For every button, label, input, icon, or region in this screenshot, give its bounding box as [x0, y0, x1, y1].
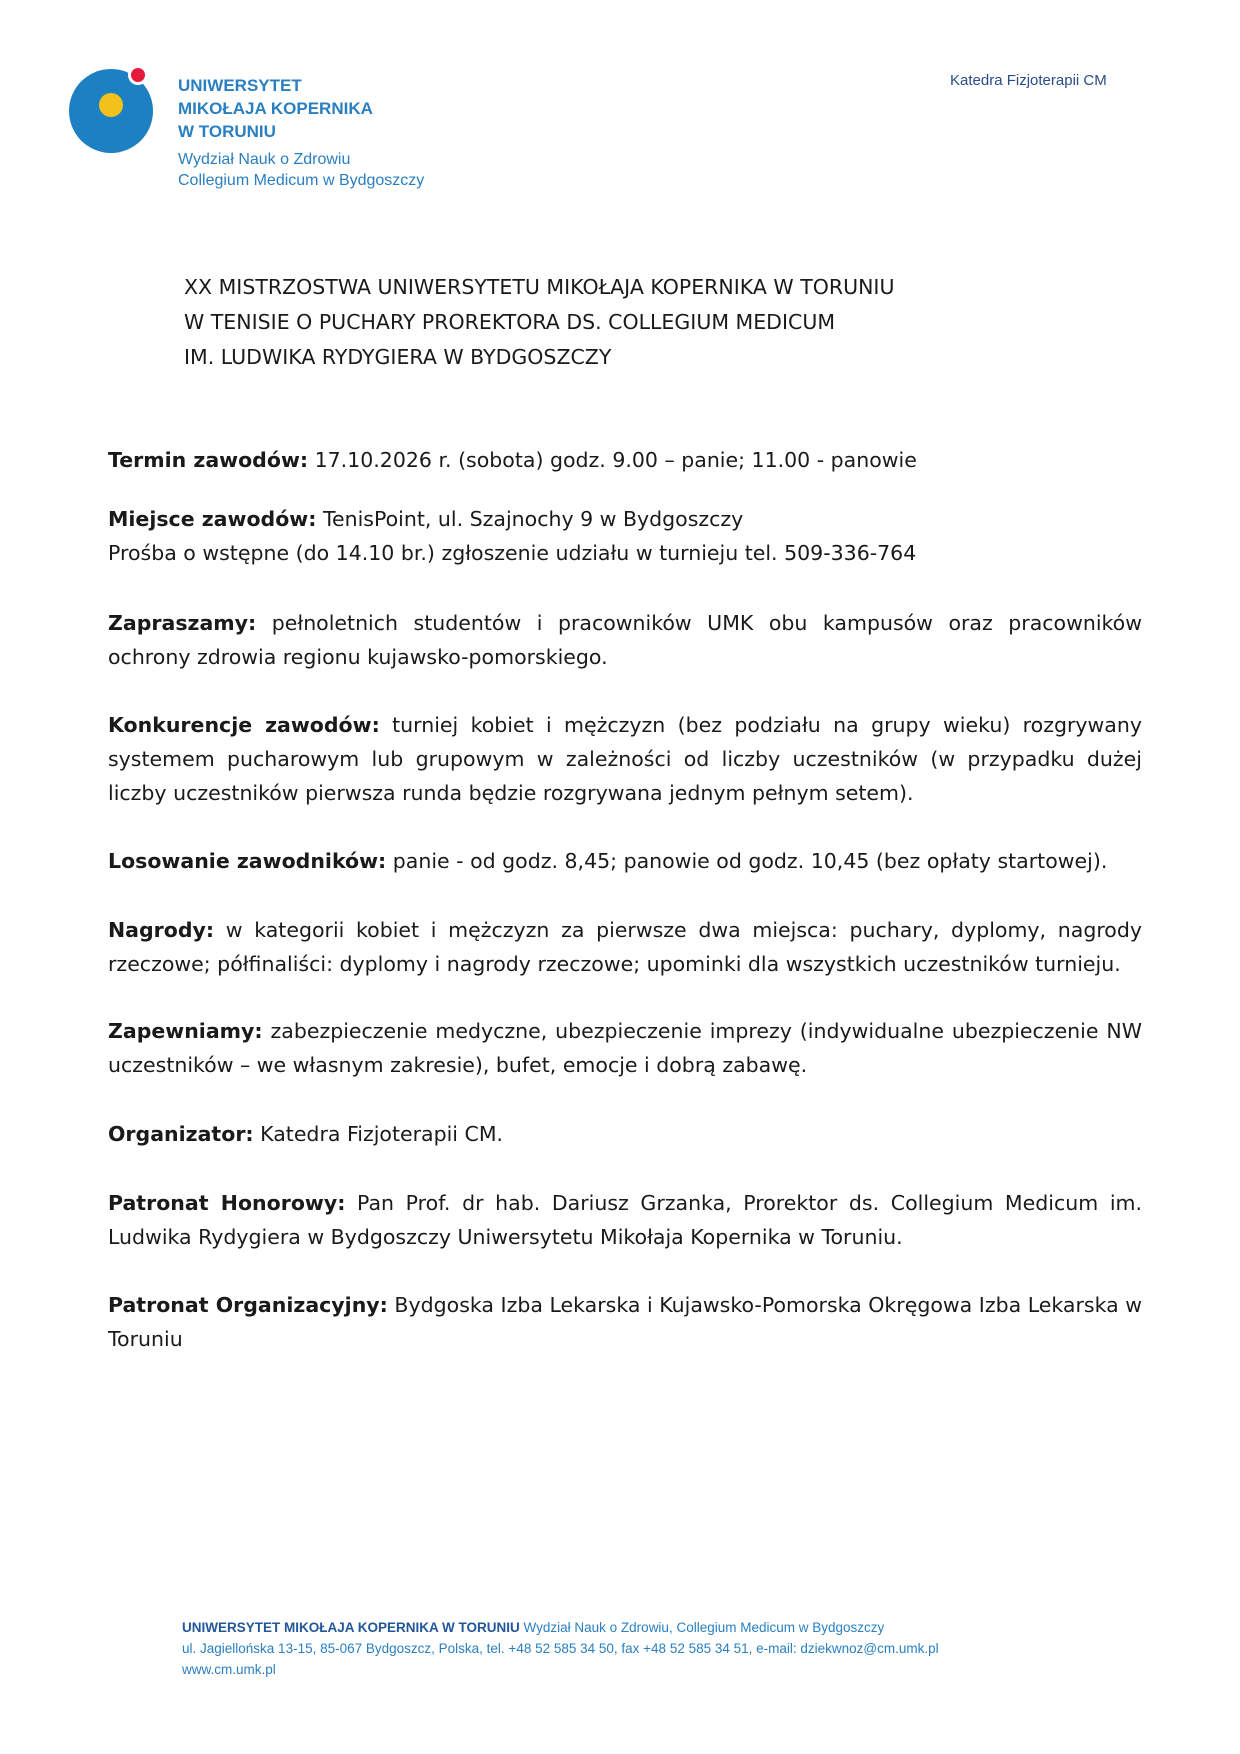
section-text: Pan Prof. dr hab. Dariusz Grzanka, Prorektor ds. Collegium Medicum im. Ludwika Rydygiera w Bydgoszczy Uniwersytetu Mikołaja Kopernika w Toruniu. [108, 1191, 1142, 1249]
section-patronat-honorowy [108, 1186, 1142, 1254]
university-name [178, 74, 373, 143]
section-text: pełnoletnich studentów i pracowników UMK obu kampusów oraz pracowników ochrony zdrowia regionu kujawsko-pomorskiego. [108, 611, 1142, 669]
footer-faculty: Wydział Nauk o Zdrowiu, Collegium Medicum w Bydgoszczy [519, 1620, 885, 1635]
faculty-line: Wydział Nauk o Zdrowiu [178, 151, 351, 168]
footer-university: UNIWERSYTET MIKOŁAJA KOPERNIKA W TORUNIU [182, 1620, 520, 1635]
document-body [108, 443, 1142, 1356]
section-nagrody [108, 913, 1142, 981]
faculty-name [178, 149, 424, 191]
section-label: Patronat Honorowy: [108, 1191, 346, 1215]
umk-logo-icon [68, 62, 158, 154]
title-line: IM. LUDWIKA RYDYGIERA W BYDGOSZCZY [184, 345, 612, 369]
section-label: Konkurencje zawodów: [108, 713, 380, 737]
document-title [184, 270, 894, 375]
section-text: w kategorii kobiet i mężczyzn za pierwsze dwa miejsca: puchary, dyplomy, nagrody rzeczowe; półfinaliści: dyplomy i nagrody rzeczowe; upominki dla wszystkich uczestników turnieju. [108, 918, 1142, 976]
section-text: Bydgoska Izba Lekarska i Kujawsko-Pomorska Okręgowa Izba Lekarska w Toruniu [108, 1293, 1142, 1351]
section-label: Losowanie zawodników: [108, 849, 387, 873]
section-label: Miejsce zawodów: [108, 507, 317, 531]
section-label: Patronat Organizacyjny: [108, 1293, 388, 1317]
section-zapewniamy [108, 1014, 1142, 1082]
title-line: XX MISTRZOSTWA UNIWERSYTETU MIKOŁAJA KOPERNIKA W TORUNIU [184, 275, 895, 299]
section-zapraszamy [108, 606, 1142, 674]
section-text: turniej kobiet i mężczyzn (bez podziału na grupy wieku) rozgrywany systemem pucharowym lub grupowym w zależności od liczby uczestników (w przypadku dużej liczby uczestników pierwsza runda będzie rozgrywana jednym pełnym setem). [108, 713, 1142, 805]
title-line: W TENISIE O PUCHARY PROREKTORA DS. COLLEGIUM MEDICUM [184, 310, 836, 334]
section-label: Zapewniamy: [108, 1019, 263, 1043]
university-name-line: W TORUNIU [178, 122, 276, 141]
section-text: zabezpieczenie medyczne, ubezpieczenie imprezy (indywidualne ubezpieczenie NW uczestników – we własnym zakresie), bufet, emocje i dobrą zabawę. [108, 1019, 1142, 1077]
section-losowanie [108, 844, 1142, 878]
section-konkurencje [108, 708, 1142, 810]
footer-address: ul. Jagiellońska 13-15, 85-067 Bydgoszcz, Polska, tel. +48 52 585 34 50, fax +48 52 585 34 51, e-mail: dziekwnoz@cm.umk.pl [182, 1641, 939, 1656]
university-name-line: MIKOŁAJA KOPERNIKA [178, 99, 373, 118]
section-organizator [108, 1117, 1142, 1151]
page-footer [182, 1617, 939, 1680]
section-miejsce [108, 502, 1142, 536]
section-text: 17.10.2026 r. (sobota) godz. 9.00 – panie; 11.00 - panowie [308, 448, 917, 472]
department-name: Katedra Fizjoterapii CM [950, 72, 1107, 89]
footer-website: www.cm.umk.pl [182, 1662, 276, 1677]
university-name-line: UNIWERSYTET [178, 76, 302, 95]
section-miejsce-note: Prośba o wstępne (do 14.10 br.) zgłoszenie udziału w turnieju tel. 509-336-764 [108, 541, 917, 565]
section-label: Organizator: [108, 1122, 254, 1146]
faculty-line: Collegium Medicum w Bydgoszczy [178, 172, 425, 189]
section-patronat-organizacyjny [108, 1288, 1142, 1356]
footer-line [182, 1617, 939, 1638]
section-label: Nagrody: [108, 918, 215, 942]
section-label: Termin zawodów: [108, 448, 309, 472]
section-text: Katedra Fizjoterapii CM. [253, 1122, 504, 1146]
section-label: Zapraszamy: [108, 611, 257, 635]
section-termin [108, 443, 1142, 477]
section-text: panie - od godz. 8,45; panowie od godz. 10,45 (bez opłaty startowej). [386, 849, 1108, 873]
section-text: TenisPoint, ul. Szajnochy 9 w Bydgoszczy [316, 507, 744, 531]
